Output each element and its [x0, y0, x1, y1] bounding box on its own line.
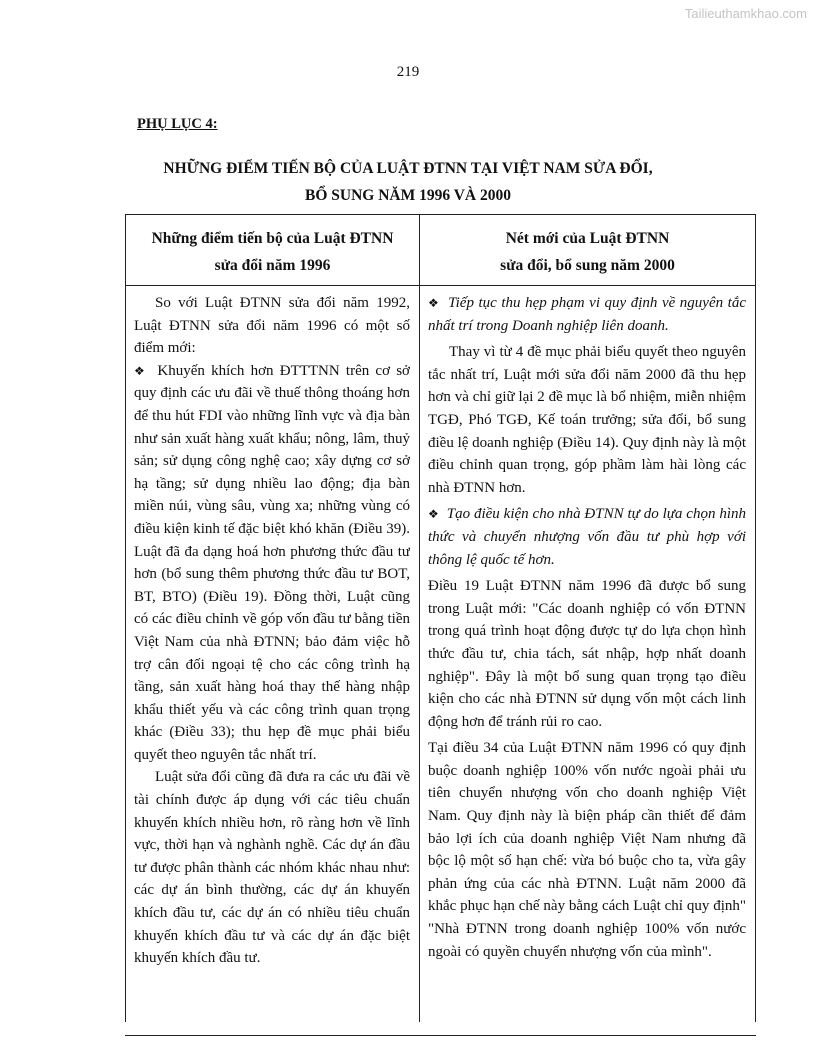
right-paragraph-2: Điều 19 Luật ĐTNN năm 1996 đã được bổ sung trong Luật mới: "Các doanh nghiệp có vốn ĐTNN trong quá trình hoạt động được tự do lựa chọn hình thức đầu tư, chia tách, sát nhập, hợp nhất doanh nghiệp". Đây là một bổ sung quan trọng tạo điều kiện cho các nhà ĐTNN sử dụng vốn một cách linh động hơn để tránh rủi ro cao.	[428, 578, 746, 730]
page-number: 219	[396, 64, 420, 80]
table-header-row	[126, 215, 756, 286]
right-paragraph-3: Tại điều 34 của Luật ĐTNN năm 1996 có quy định buộc doanh nghiệp 100% vốn nước ngoài phải ưu tiên chuyển nhượng vốn cho doanh nghiệp Việt Nam. Quy định này là biện pháp cần thiết để đảm bảo lợi ích của doanh nghiệp Việt Nam nhưng đã bộc lộ một số hạn chế: vừa bó buộc cho ta, vừa gây phản ứng của các nhà ĐTNN. Luật năm 2000 đã khắc phục hạn chế này bằng cách Luật chỉ quy định" "Nhà ĐTNN trong doanh nghiệp 100% vốn nước ngoài có quyền chuyển nhượng vốn của mình".	[428, 740, 746, 960]
diamond-bullet-icon: ❖	[428, 507, 439, 522]
table-row	[126, 286, 756, 1023]
left-paragraph-1: So với Luật ĐTNN sửa đổi năm 1992, Luật ĐTNN sửa đổi năm 1996 có một số điểm mới:	[134, 295, 410, 357]
right-paragraph-1: Thay vì từ 4 đề mục phải biểu quyết theo nguyên tắc nhất trí, Luật mới sửa đổi năm 2000 đã thu hẹp hơn và chỉ giữ lại 2 đề mục là bổ nhiệm, miễn nhiệm TGĐ, Phó TGĐ, Kế toán trưởng; sửa đổi, bổ sung điều lệ doanh nghiệp (Điều 14). Quy định này là một điều chỉnh quan trọng, góp phầm làm hài lòng các nhà ĐTNN hơn.	[428, 344, 746, 496]
diamond-bullet-icon: ❖	[134, 363, 148, 378]
header-1996-line-2: sửa đổi năm 1996	[214, 257, 331, 274]
left-paragraph-2-text: Khuyến khích hơn ĐTTTNN trên cơ sở quy định các ưu đãi về thuế thông thoáng hơn để thu hút FDI vào những lĩnh vực và địa bàn như sản xuất hàng xuất khẩu; nông, lâm, thuỷ sản; sử dụng công nghệ cao; xây dựng cơ sở hạ tầng; sử dụng nhiều lao động; địa bàn miền núi, vùng sâu, vùng xa; những vùng có điều kiện kinh tế đặc biệt khó khăn (Điều 39). Luật đã đa dạng hoá hơn phương thức đầu tư hơn (bổ sung thêm phương thức đầu tư BOT, BT, BTO) (Điều 19). Đồng thời, Luật cũng có các điều chỉnh về góp vốn đầu tư bằng tiền Việt Nam của nhà ĐTNN; bảo đảm việc hỗ trợ cân đối ngoại tệ cho các công trình hạ tầng, sản xuất hàng hoá thay thế hàng nhập khẩu thiết yếu và các công trình quan trọng khác (Điều 33); thu hẹp đề mục phải biểu quyết theo nguyên tắc nhất trí.	[134, 362, 410, 763]
cell-2000	[420, 286, 756, 1023]
title-line-2: BỔ SUNG NĂM 1996 VÀ 2000	[305, 187, 511, 204]
comparison-table	[125, 214, 756, 1022]
header-1996	[126, 215, 420, 286]
header-2000-line-2: sửa đổi, bổ sung năm 2000	[500, 257, 675, 274]
right-heading-1-text: Tiếp tục thu hẹp phạm vi quy định về nguyên tắc nhất trí trong Doanh nghiệp liên doanh.	[428, 295, 746, 334]
watermark: Tailieuthamkhao.com	[684, 6, 807, 21]
diamond-bullet-icon: ❖	[428, 296, 440, 310]
title-line-1: NHỮNG ĐIỂM TIẾN BỘ CỦA LUẬT ĐTNN TẠI VIỆT NAM SỬA ĐỔI,	[163, 160, 653, 177]
left-paragraph-2	[134, 360, 410, 767]
left-paragraph-3: Luật sửa đổi cũng đã đưa ra các ưu đãi về tài chính được áp dụng với các tiêu chuẩn khuyến khích nhiều hơn, rõ ràng hơn về lĩnh vực, thời hạn và nghành nghề. Các dự án đầu tư được phân thành các nhóm khác nhau như: các dự án bình thường, các dự án khuyến khích đầu tư, các dự án có nhiều tiêu chuẩn khuyến khích đầu tư và các dự án đặc biệt khuyến khích đầu tư.	[134, 769, 410, 967]
appendix-label: PHỤ LỤC 4:	[137, 116, 218, 132]
right-heading-1	[428, 292, 746, 337]
right-heading-2-text: Tạo điều kiện cho nhà ĐTNN tự do lựa chọn hình thức và chuyển nhượng vốn đầu tư phù hợp với thông lệ quốc tế hơn.	[428, 506, 746, 568]
page-title	[100, 155, 716, 209]
cell-2000-content	[428, 292, 746, 1022]
cell-1996-content	[134, 292, 410, 1022]
header-1996-line-1: Những điểm tiến bộ của Luật ĐTNN	[151, 230, 394, 247]
cell-1996	[126, 286, 420, 1023]
right-heading-2	[428, 503, 746, 571]
header-2000-line-1: Nét mới của Luật ĐTNN	[505, 230, 670, 247]
header-2000	[420, 215, 756, 286]
table-bottom-border	[125, 1035, 756, 1036]
